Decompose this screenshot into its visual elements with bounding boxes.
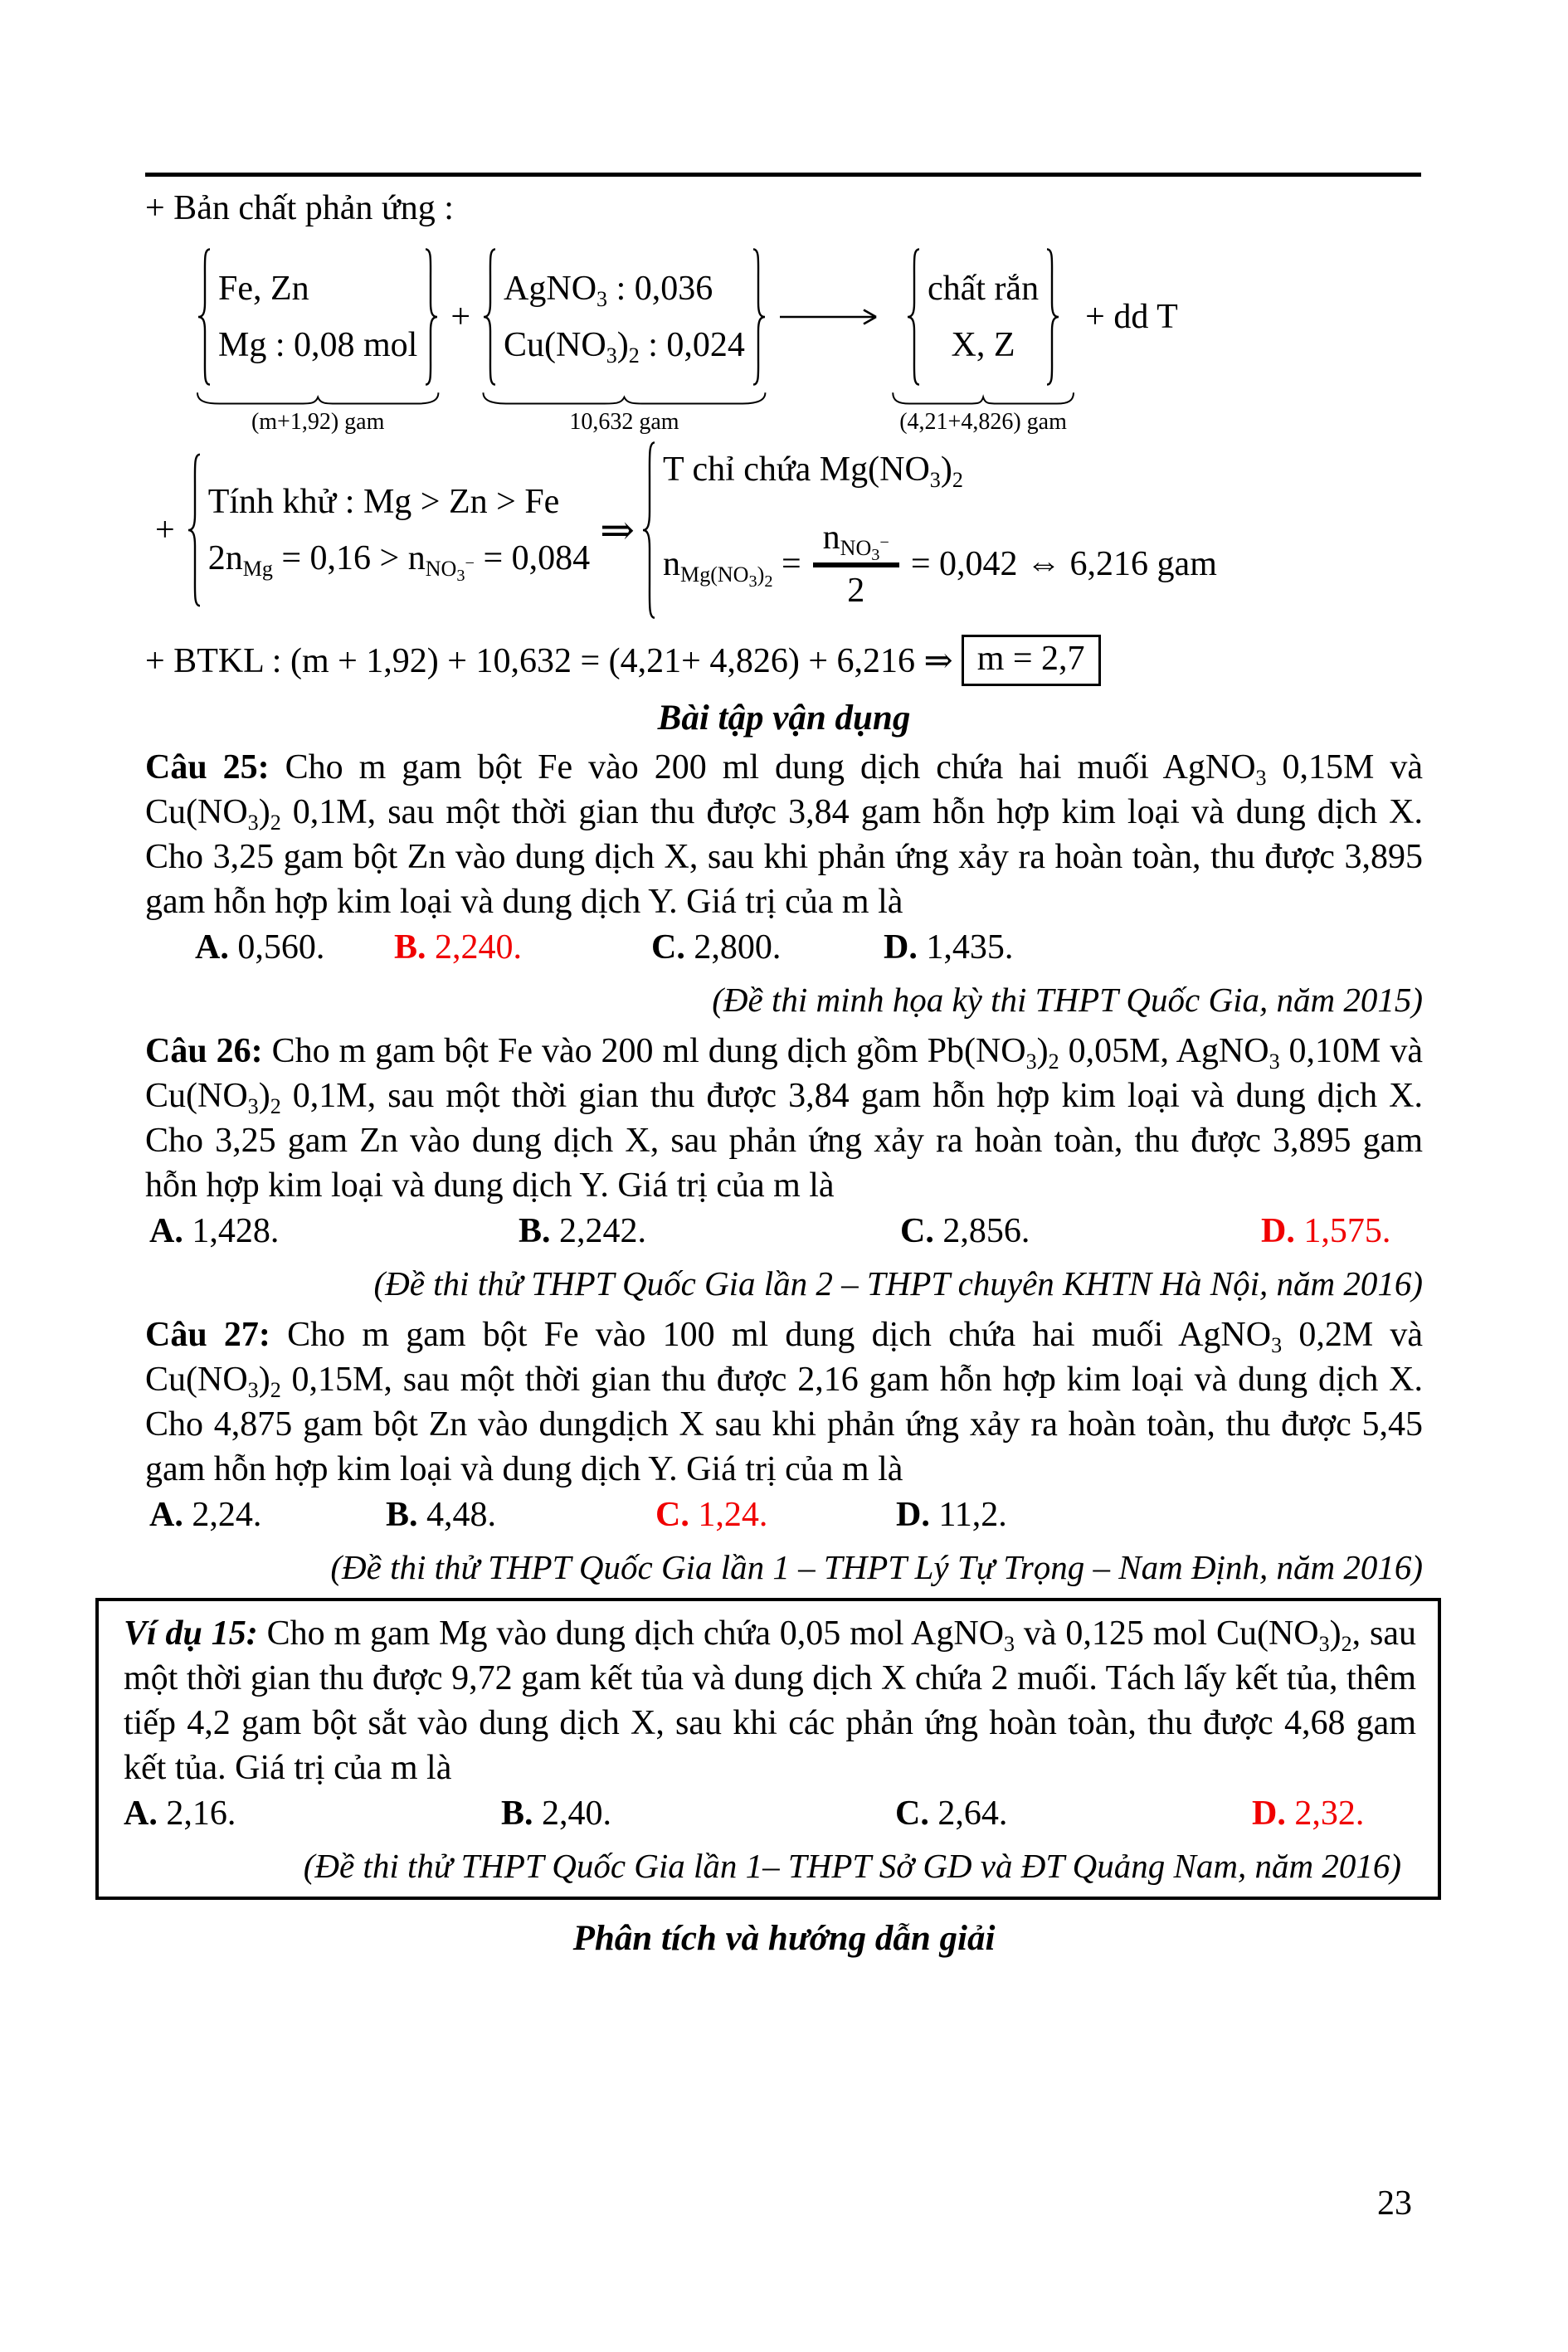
formula-line: Tính khử : Mg > Zn > Fe [207, 483, 560, 521]
option-c: C. 2,64. [895, 1794, 1008, 1833]
example-15-options [124, 1794, 1416, 1842]
formula-line: $2n_{Mg} = 0,16 > n_{NO_3^-} = 0,084$ [207, 539, 591, 585]
right-brace-icon [422, 246, 441, 387]
example-label: Ví dụ 15: [124, 1614, 258, 1653]
formula-line: Fe, Zn [218, 270, 309, 308]
formula-line: Mg : 0,08 mol [218, 326, 418, 364]
option-c: C. 2,856. [900, 1212, 1030, 1250]
deduction-row [145, 439, 1423, 621]
option-d: D. 11,2. [896, 1496, 1007, 1534]
formula-line: T chỉ chứa $Mg(NO_3)_2$ [663, 450, 963, 492]
underbrace-icon [195, 391, 441, 407]
plus-dd-T: + dd T [1085, 298, 1178, 336]
option-b: B. 2,40. [501, 1794, 612, 1833]
plus-sign: + [450, 298, 471, 336]
page-number: 23 [1377, 2184, 1412, 2223]
question-label: Câu 27: [145, 1316, 270, 1354]
example-15 [124, 1611, 1416, 1790]
formula-line: X, Z [951, 326, 1015, 364]
option-d: D. 1,435. [884, 928, 1014, 967]
question-26-source: (Đề thi thử THPT Quốc Gia lần 2 – THPT chuyên KHTN Hà Nội, năm 2016) [373, 1264, 1423, 1303]
question-27-source: (Đề thi thử THPT Quốc Gia lần 1 – THPT Lý Tự Trọng – Nam Định, năm 2016) [330, 1548, 1423, 1586]
question-25-source: (Đề thi minh họa kỳ thi THPT Quốc Gia, năm 2015) [712, 981, 1423, 1019]
left-brace-icon [185, 451, 203, 609]
option-b: B. 2,240. [394, 928, 523, 967]
mole-equation [663, 518, 1217, 611]
final-answer-box: m = 2,7 [962, 635, 1101, 686]
intro-line: + Bản chất phản ứng : [145, 189, 454, 227]
formula-line: AgNO$_3$ : 0,036 [504, 270, 713, 311]
left-brace-icon [195, 246, 213, 387]
solutions-title: Phân tích và hướng dẫn giải [572, 1919, 996, 1958]
fraction [813, 518, 899, 611]
option-d: D. 1,575. [1261, 1212, 1391, 1250]
example-15-source: (Đề thi thử THPT Quốc Gia lần 1– THPT Sở GD và ĐT Quảng Nam, năm 2016) [303, 1847, 1401, 1885]
option-c: C. 2,800. [651, 928, 782, 967]
fraction-denominator: 2 [847, 572, 865, 610]
top-rule [145, 173, 1421, 177]
reaction-scheme [195, 246, 1423, 436]
question-text: Cho m gam bột Fe vào 200 ml dung dịch gồm $Pb(NO_3)_2$ 0,05M, AgNO$_3$ 0,10M và $Cu(NO_3)_2$ 0,1M, sau một thời gian thu được 3,84 gam hỗn hợp kim loại và dung dịch X. Cho 3,25 gam Zn vào dung dịch X, sau phản ứng xảy ra hoàn toàn, thu được 3,895 gam hỗn hợp kim loại và dung dịch Y. Giá trị của m là [145, 1032, 1423, 1205]
btkl-equation: + BTKL : (m + 1,92) + 10,632 = (4,21+ 4,826) + 6,216 ⇒ [145, 642, 953, 680]
question-text: Cho m gam bột Fe vào 100 ml dung dịch chứa hai muối AgNO$_3$ 0,2M và $Cu(NO_3)_2$ 0,15M, sau một thời gian thu được 2,16 gam hỗn hợp kim loại và dung dịch X. Cho 4,875 gam bột Zn vào dungdịch X sau khi phản ứng xảy ra hoàn toàn, thu được 5,45 gam hỗn hợp kim loại và dung dịch Y. Giá trị của m là [145, 1316, 1424, 1488]
question-27 [145, 1312, 1423, 1492]
question-27-options [145, 1495, 1423, 1543]
question-26 [145, 1029, 1423, 1208]
salt-reactant-group [480, 246, 768, 436]
plus-sign: + [155, 511, 175, 549]
question-label: Câu 25: [145, 748, 270, 786]
option-d: D. 2,32. [1252, 1794, 1365, 1833]
section-title: Bài tập vận dụng [657, 699, 911, 738]
metal-reactant-group [195, 246, 441, 436]
option-c: C. 1,24. [655, 1496, 768, 1534]
fraction-numerator: $n_{NO_3^-}$ [813, 518, 899, 567]
right-arrow-icon [778, 306, 881, 328]
left-brace-icon [480, 246, 499, 387]
result-cases [640, 439, 1222, 621]
reaction-arrow [778, 246, 881, 387]
question-text: Cho m gam bột Fe vào 200 ml dung dịch chứa hai muối AgNO$_3$ 0,15M và $Cu(NO_3)_2$ 0,1M, sau một thời gian thu được 3,84 gam hỗn hợp kim loại và dung dịch X. Cho 3,25 gam bột Zn vào dung dịch X, sau khi phản ứng xảy ra hoàn toàn, thu được 3,895 gam hỗn hợp kim loại và dung dịch Y. Giá trị của m là [145, 748, 1423, 921]
option-a: A. 1,428. [149, 1212, 280, 1250]
mass-label: 10,632 gam [569, 409, 679, 435]
example-15-box [95, 1598, 1441, 1900]
formula-fragment: $n_{Mg(NO_3)_2}$ = [663, 545, 801, 591]
question-26-options [145, 1211, 1423, 1259]
mass-label: (m+1,92) gam [251, 409, 385, 435]
underbrace-icon [891, 391, 1075, 407]
underbrace-icon [480, 391, 768, 407]
option-a: A. 2,24. [149, 1496, 262, 1534]
option-a: A. 0,560. [195, 928, 325, 967]
left-brace-icon [904, 246, 923, 387]
option-b: B. 4,48. [386, 1496, 497, 1534]
question-25 [145, 745, 1423, 924]
formula-fragment: = 0,042 ⇔ 6,216 gam [910, 545, 1217, 583]
option-a: A. 2,16. [124, 1794, 236, 1833]
reducing-power-cases [185, 451, 595, 609]
question-label: Câu 26: [145, 1032, 263, 1070]
solid-product-group [891, 246, 1075, 436]
option-b: B. 2,242. [519, 1212, 647, 1250]
left-brace-icon [640, 439, 658, 621]
formula-line: $Cu(NO_3)_2$ : 0,024 [504, 326, 745, 368]
formula-line: chất rắn [927, 270, 1040, 308]
mass-label: (4,21+4,826) gam [899, 409, 1067, 435]
right-brace-icon [750, 246, 768, 387]
mass-balance-row [145, 635, 1423, 686]
right-brace-icon [1044, 246, 1062, 387]
question-25-options [145, 928, 1423, 976]
example-text: Cho m gam Mg vào dung dịch chứa 0,05 mol AgNO$_3$ và 0,125 mol $Cu(NO_3)_2$, sau một thời gian thu được 9,72 gam kết tủa và dung dịch X chứa 2 muối. Tách lấy kết tủa, thêm tiếp 4,2 gam bột sắt vào dung dịch X, sau khi các phản ứng hoàn toàn, thu được 4,68 gam kết tủa. Giá trị của m là [124, 1614, 1416, 1787]
page-content [0, 173, 1568, 1959]
implies-arrow: ⇒ [600, 507, 635, 553]
